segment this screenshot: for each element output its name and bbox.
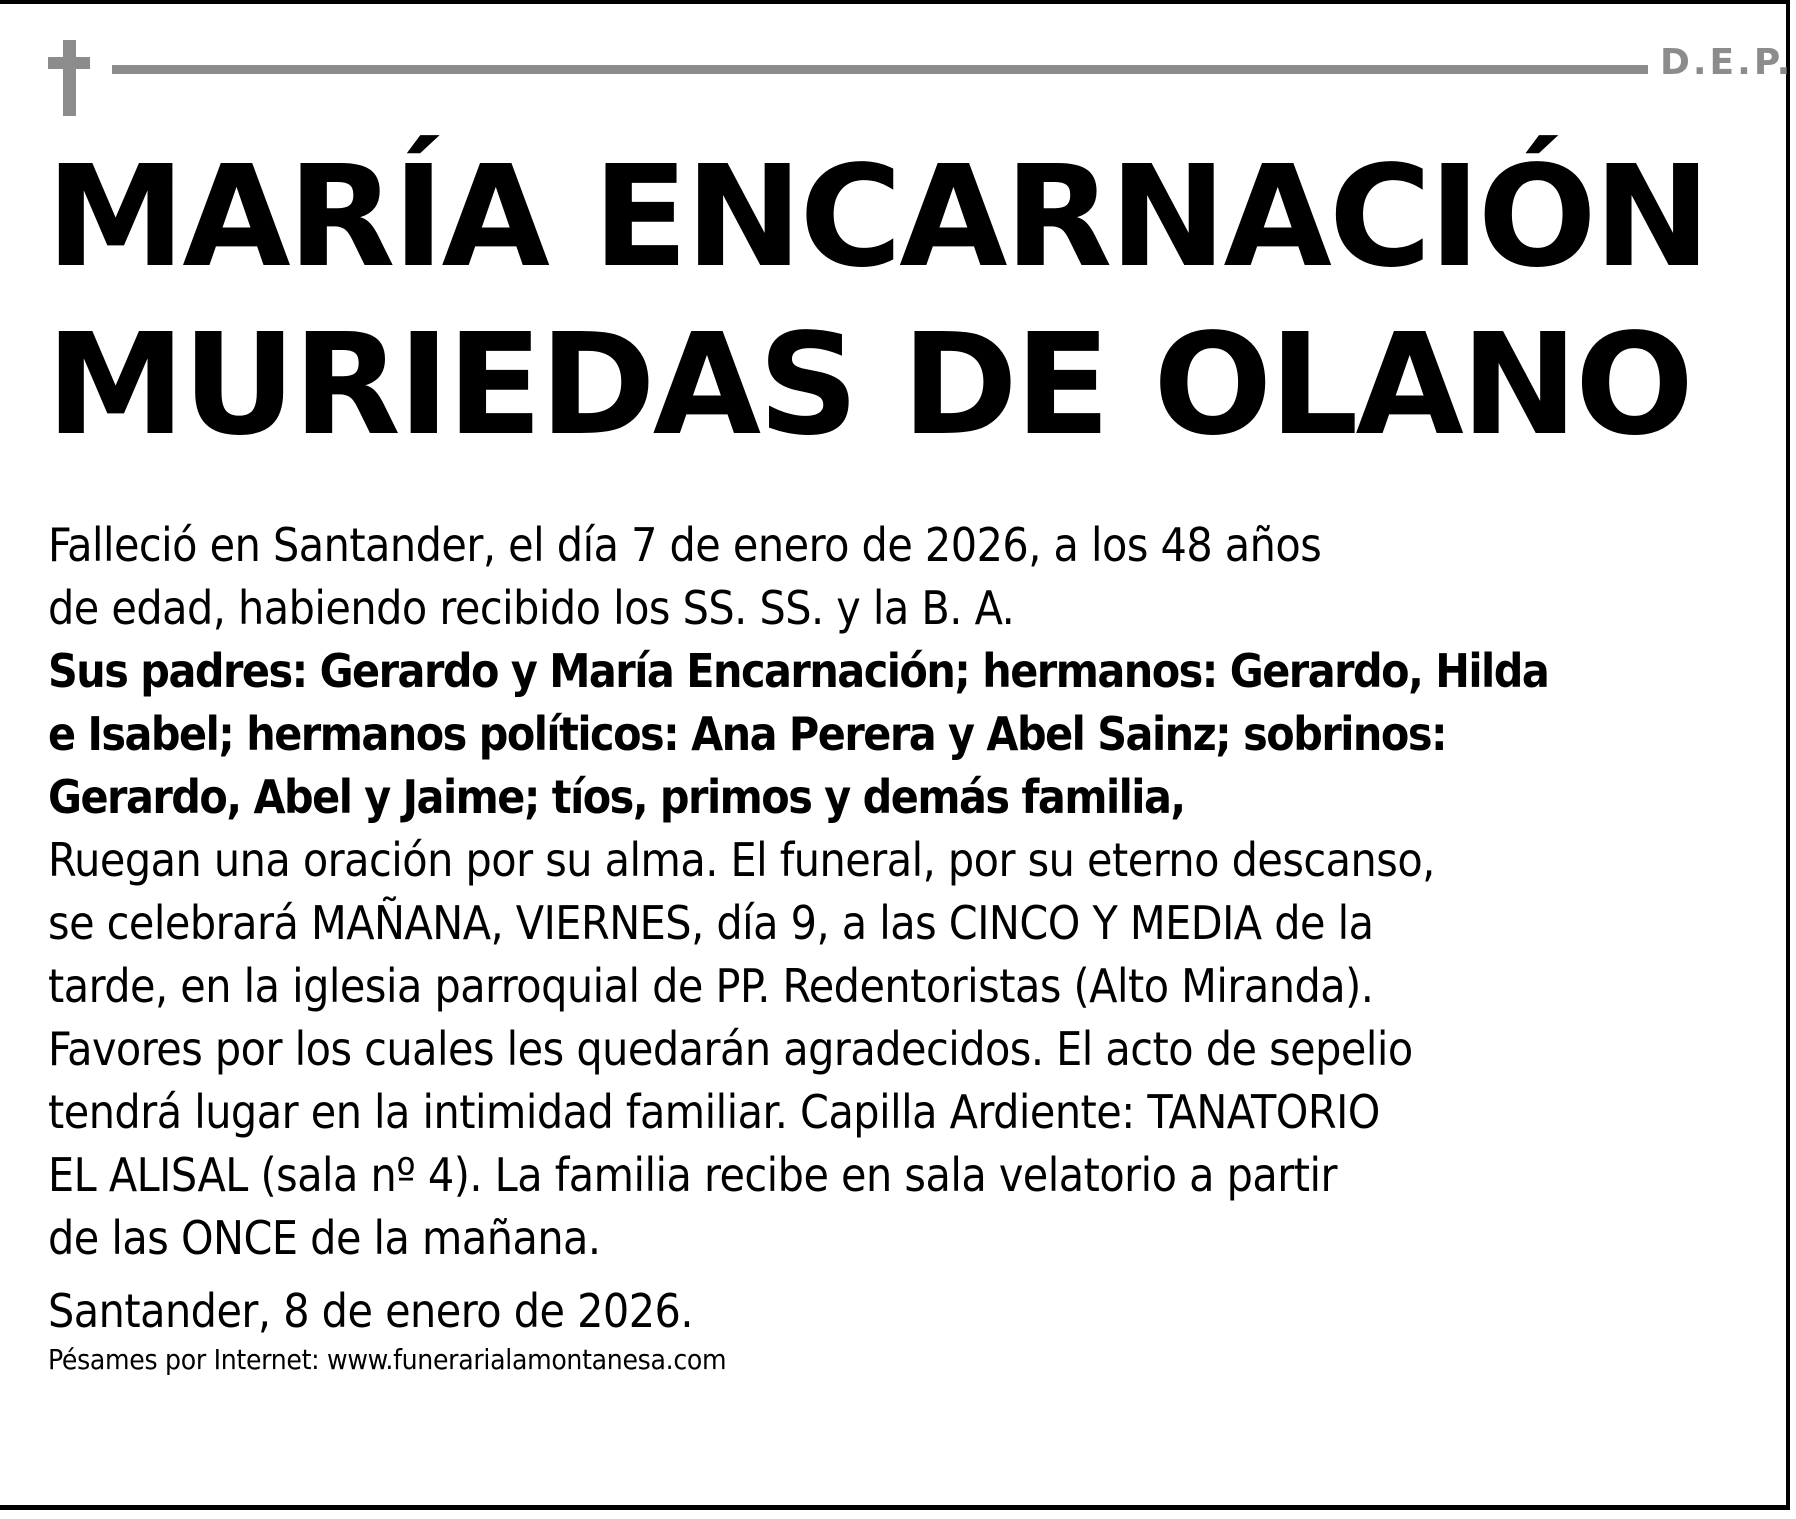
family-line: e Isabel; hermanos políticos: Ana Perera y Abel Sainz; sobrinos: bbox=[48, 707, 1447, 761]
funeral-line: tendrá lugar en la intimidad familiar. Capilla Ardiente: TANATORIO bbox=[48, 1085, 1380, 1139]
funeral-line: Ruegan una oración por su alma. El funeral, por su eterno descanso, bbox=[48, 833, 1435, 887]
funeral-line: EL ALISAL (sala nº 4). La familia recibe en sala velatorio a partir bbox=[48, 1148, 1337, 1202]
condolences-web: Pésames por Internet: www.funerarialamontanesa.com bbox=[48, 1343, 727, 1376]
obituary-body bbox=[48, 514, 1758, 1377]
obituary-header bbox=[48, 40, 1794, 116]
place-date: Santander, 8 de enero de 2026. bbox=[48, 1284, 694, 1338]
funeral-line: Favores por los cuales les quedarán agradecidos. El acto de sepelio bbox=[48, 1022, 1413, 1076]
latin-cross-icon bbox=[48, 40, 90, 116]
funeral-line: se celebrará MAÑANA, VIERNES, día 9, a las CINCO Y MEDIA de la bbox=[48, 896, 1374, 950]
funeral-line: de las ONCE de la mañana. bbox=[48, 1211, 601, 1265]
family-list bbox=[48, 640, 1758, 829]
deceased-name-line-2: MURIEDAS DE OLANO bbox=[46, 304, 1691, 467]
funeral-line: tarde, en la iglesia parroquial de PP. Redentoristas (Alto Miranda). bbox=[48, 959, 1374, 1013]
family-line: Sus padres: Gerardo y María Encarnación; hermanos: Gerardo, Hilda bbox=[48, 644, 1549, 698]
deceased-name bbox=[46, 134, 1766, 470]
dep-label: D.E.P. bbox=[1660, 42, 1794, 83]
funeral-details bbox=[48, 829, 1758, 1270]
header-divider bbox=[112, 65, 1648, 74]
death-notice-line: Falleció en Santander, el día 7 de enero de 2026, a los 48 años bbox=[48, 518, 1322, 572]
death-notice-line: de edad, habiendo recibido los SS. SS. y la B. A. bbox=[48, 581, 1015, 635]
death-notice bbox=[48, 514, 1758, 640]
deceased-name-line-1: MARÍA ENCARNACIÓN bbox=[46, 136, 1708, 299]
family-line: Gerardo, Abel y Jaime; tíos, primos y demás familia, bbox=[48, 770, 1185, 824]
